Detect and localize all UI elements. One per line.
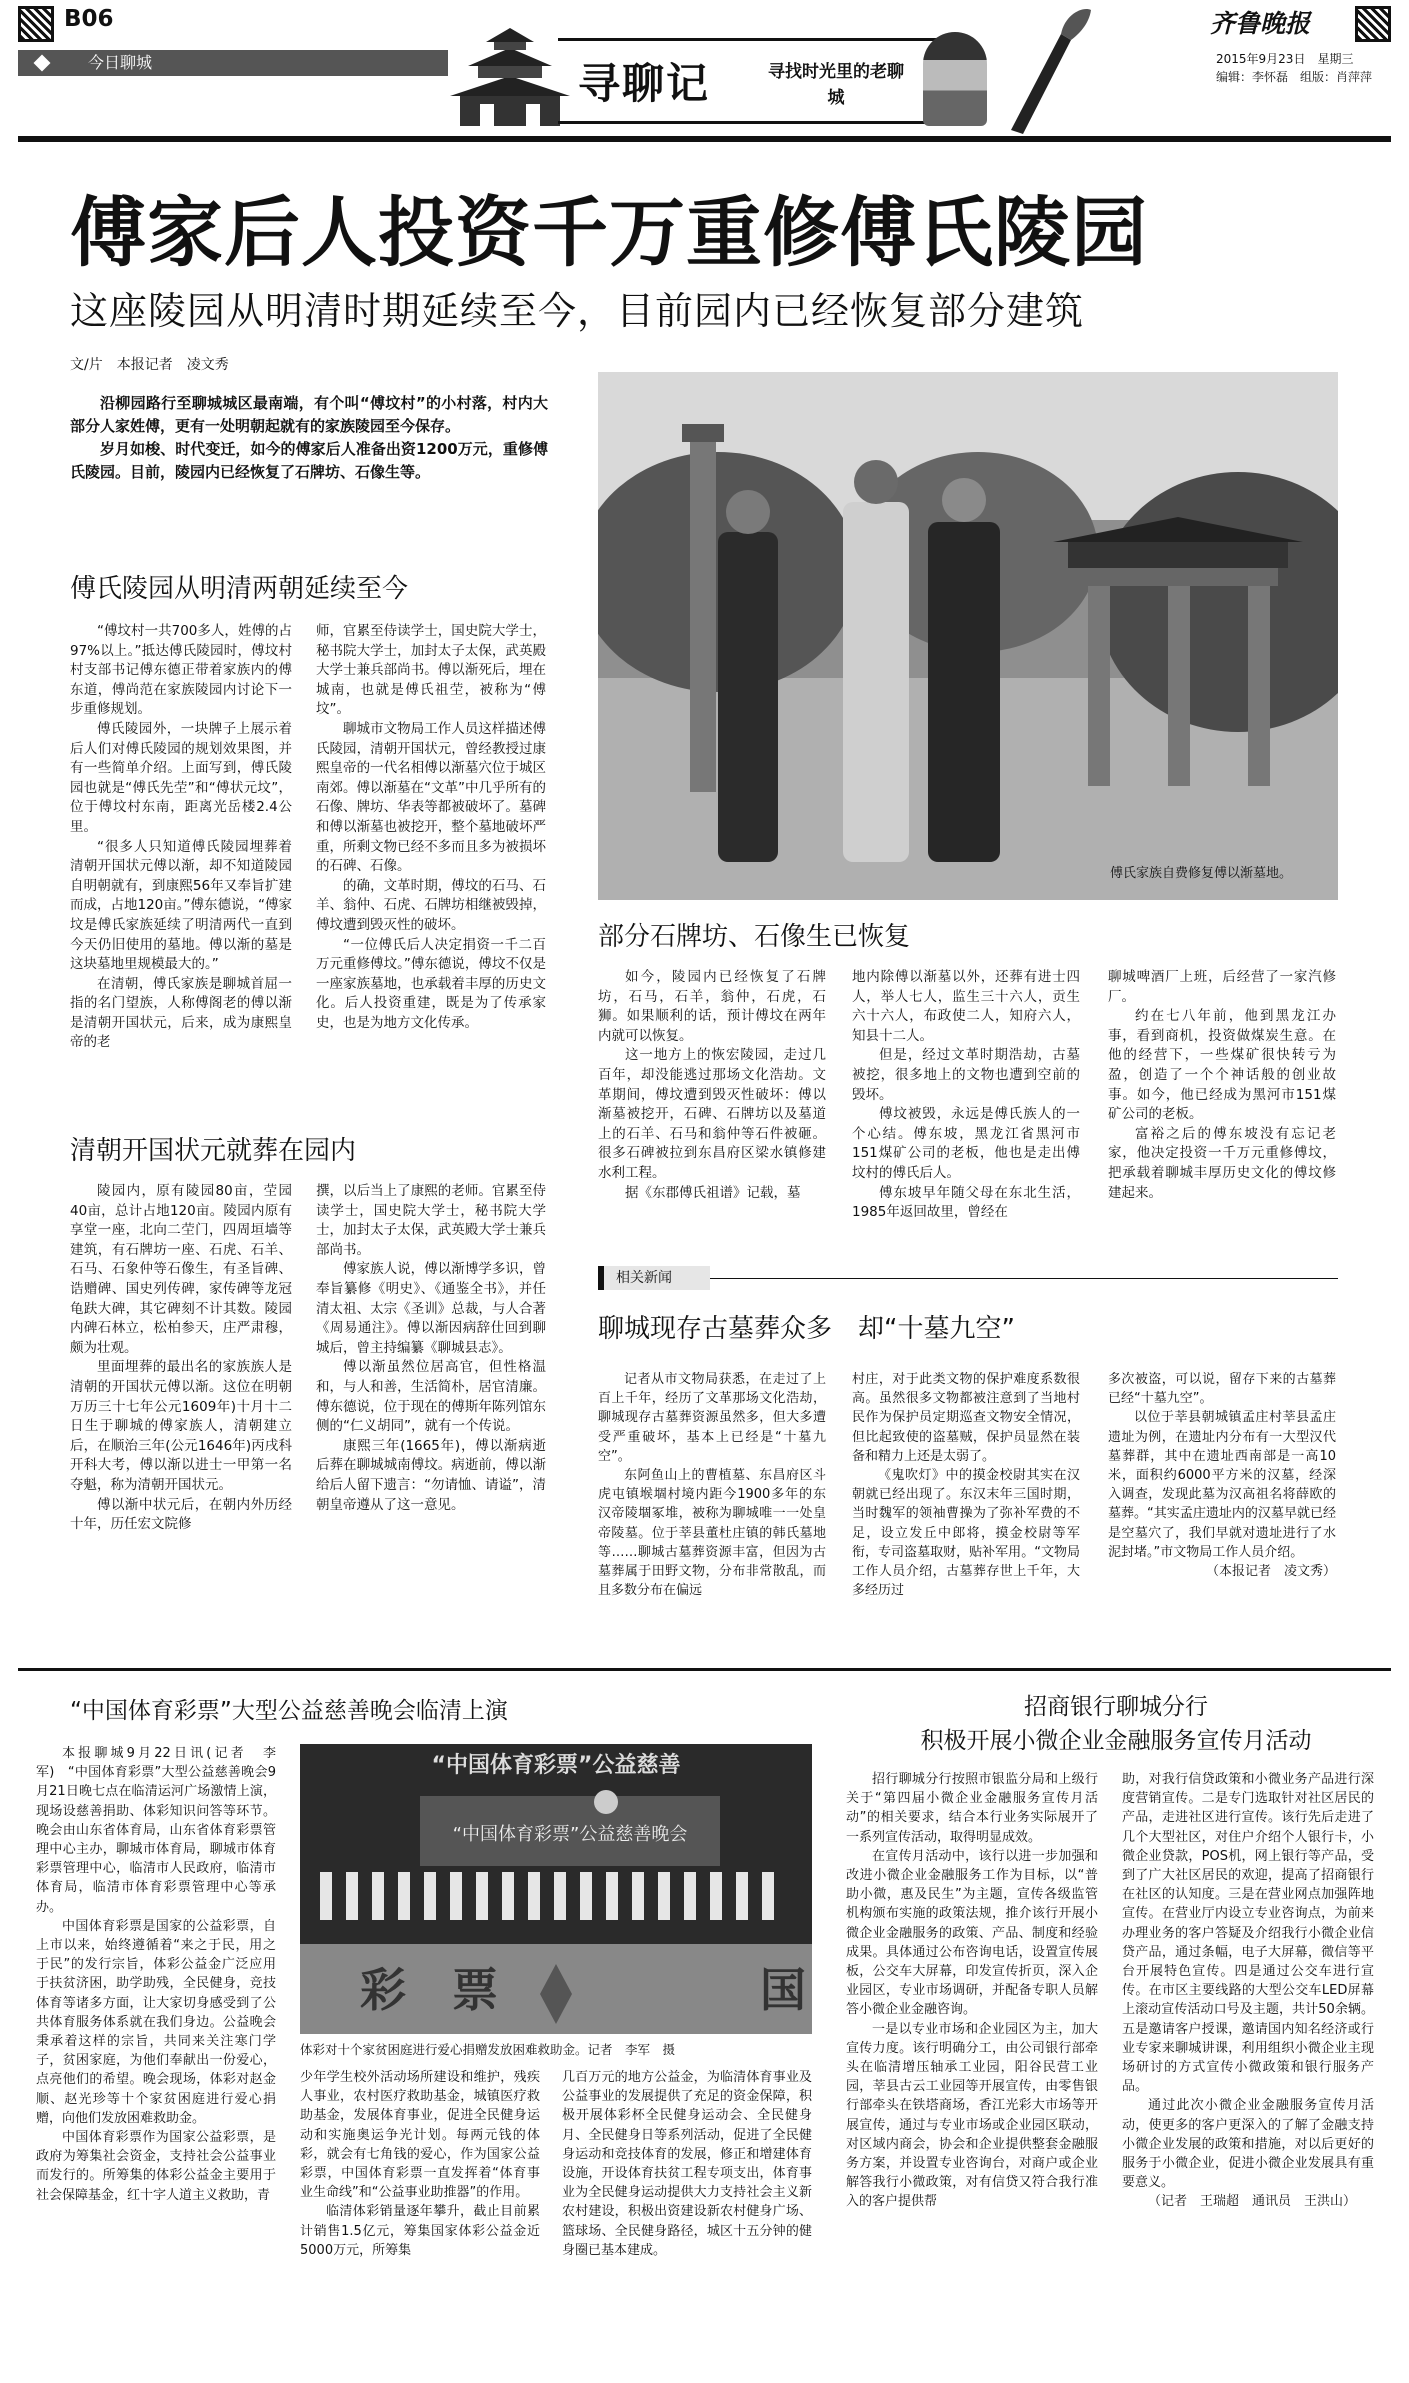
restoration-column-1 [598,968,826,1252]
stage-banner-top: “中国体育彩票”公益慈善 [431,1753,681,1778]
paragraph: 少年学生校外活动场所建设和维护，残疾人事业，农村医疗救助基金，城镇医疗救助基金，发展体育事业，促进全民健身运动和实施奥运争光计划。每两元钱的体彩，就会有七角钱的爱心，作为国家公益彩票，中国体育彩票一直发挥着“体育事业生命线”和“公益事业助推器”的作用。 [300,2070,540,2201]
lottery-column-1 [36,1744,276,2356]
paragraph: 约在七八年前，他到黑龙江办事，看到商机，投资做煤炭生意。在他的经营下，一些煤矿很快转亏为盈，创造了一个个神话般的创业故事。如今，他已经成为黑河市151煤矿公司的老板。 [1108,1008,1336,1123]
paragraph: 中国体育彩票作为国家公益彩票，是政府为筹集社会资金，支持社会公益事业而发行的。所筹集的体彩公益金主要用于社会保障基金，红十字人道主义救助，青 [36,2130,276,2203]
related-column-1 [598,1370,826,1646]
paragraph: 傅家族人说，傅以渐博学多识，曾奉旨纂修《明史》、《通鉴全书》，并任清太祖、太宗《圣训》总裁，与人合著《周易通注》。傅以渐因病辞仕回到聊城后，曾主持编纂《聊城县志》。 [316,1261,546,1356]
paragraph: 招行聊城分行按照市银监分局和上级行关于“第四届小微企业金融服务宣传月活动”的相关要求，结合本行业务实际展开了一系列宣传活动，取得明显成效。 [846,1772,1098,1845]
stage-banner-center: “中国体育彩票”公益慈善晚会 [452,1824,688,1845]
paragraph: 在清朝，傅氏家族是聊城首屈一指的名门望族，人称傅阁老的傅以渐是清朝开国状元，后来，成为康熙皇帝的老 [70,975,292,1051]
paragraph: “一位傅氏后人决定捐资一千二百万元重修傅坟。”傅东德说，傅坟不仅是一座家族墓地，也承载着丰厚的历史文化。后人投资重建，既是为了传承家史，也是为地方文化传承。 [316,936,546,1031]
paragraph: 如今，陵园内已经恢复了石牌坊，石马，石羊，翁仲，石虎，石狮。如果顺利的话，预计傅坟在两年内就可以恢复。 [598,969,826,1044]
editor-credits: 编辑：李怀磊 组版：肖萍萍 [1216,70,1373,84]
sub-headline: 这座陵园从明清时期延续至今，目前园内已经恢复部分建筑 [70,289,1085,333]
lottery-photo-caption: 体彩对十个家贫困庭进行爱心捐赠发放困难救助金。记者 李军 摄 [300,2042,676,2057]
related-column-2 [852,1370,1080,1646]
lottery-column-3 [562,2068,812,2356]
paragraph: 康熙三年(1665年)，傅以渐病逝后葬在聊城城南傅坟。病逝前，傅以渐给后人留下遗言：“勿请恤、请谥”，清朝皇帝遵从了这一意见。 [316,1437,546,1513]
bank-title-line-2: 积极开展小微企业金融服务宣传月活动 [920,1728,1312,1754]
related-news-title: 聊城现存古墓葬众多 却“十墓九空” [598,1314,1015,1344]
dateline: 2015年9月23日 星期三 [1216,52,1354,66]
paragraph: “傅坟村一共700多人，姓傅的占97%以上。”抵达傅氏陵园时，傅坟村村支部书记傅东德正带着家族内的傅东道，傅尚范在家族陵园内讨论下一步重修规划。 [70,623,292,718]
section-heading-zhuangyuan: 清朝开国状元就葬在园内 [70,1136,357,1166]
paragraph: 本报聊城9月22日讯(记者 李军) “中国体育彩票”大型公益慈善晚会9月21日晚七点在临清运河广场激情上演，现场设慈善捐助、体彩知识问答等环节。晚会由山东省体育局，山东省体育彩票管理中心主办，聊城市体育局，聊城市体育彩票管理中心，临清市人民政府，临清市体育局，临清市体育彩票管理中心等承办。 [36,1746,276,1915]
section-label: 今日聊城 [18,50,448,76]
paragraph: 傅坟被毁，永远是傅氏族人的一个心结。傅东坡，黑龙江省黑河市151煤矿公司的老板，他也是走出傅坟村的傅氏后人。 [852,1106,1080,1181]
corner-ornament-icon [18,6,54,42]
paragraph: 师，官累至侍读学士，国史院大学士，秘书院大学士，加封太子太保，武英殿大学士兼兵部尚书。傅以渐死后，埋在城南，也就是傅氏祖茔，被称为“傅坟”。 [316,623,546,718]
related-news-label: 相关新闻 [598,1266,710,1290]
columnist-avatar [923,32,987,126]
paragraph: 通过此次小微企业金融服务宣传月活动，使更多的客户更深入的了解了金融支持小微企业发展的政策和措施，对以后更好的服务于小微企业，促进小微企业发展具有重要意义。 [1122,2098,1374,2191]
lead-paragraph: 岁月如梭、时代变迁，如今的傅家后人准备出资1200万元，重修傅氏陵园。目前，陵园内已经恢复了石牌坊、石像生等。 [70,440,548,481]
paragraph: 记者从市文物局获悉，在走过了上百上千年，经历了文革那场文化浩劫，聊城现存古墓葬资源虽然多，但大多遭受严重破坏，基本上已经是“十墓九空”。 [598,1372,826,1464]
masthead-logo: 齐鲁晚报 [1210,9,1311,38]
paragraph: 但是，经过文革时期浩劫，古墓被挖，很多地上的文物也遭到空前的毁坏。 [852,1047,1080,1103]
gala-stage-photo [300,1744,812,2034]
paragraph: 东阿鱼山上的曹植墓、东昌府区斗虎屯镇堠堌村境内距今1900多年的东汉帝陵堌冢堆，被称为聊城唯一一处皇帝陵墓。位于莘县董杜庄镇的韩氏墓地等……聊城古墓葬资源丰富，但因为古墓葬属于田野文物，分布非常散乱，而且多数分布在偏远 [598,1468,826,1599]
paragraph: （本报记者 凌文秀） [1205,1564,1336,1580]
paragraph: 傅氏陵园外，一块牌子上展示着后人们对傅氏陵园的规划效果图，并有一些简单介绍。上面写到，傅氏陵园也就是“傅氏先茔”和“傅状元坟”，位于傅坟村东南，距离光岳楼2.4公里。 [70,720,292,835]
paragraph: 傅以渐虽然位居高官，但性格温和，与人和善，生活简朴，居官清廉。傅东德说，位于现在的傅斯年陈列馆东侧的“仁义胡同”，就有一个传说。 [316,1359,546,1435]
zhuangyuan-column-1 [70,1182,292,1650]
corner-ornament-icon [1355,6,1391,42]
divider [18,1668,1391,1671]
lottery-column-2 [300,2068,540,2356]
paragraph: 以位于莘县朝城镇孟庄村莘县孟庄遗址为例，在遗址内分布有一大型汉代墓葬群，其中在遗址西南部是一高10米，面积约6000平方米的汉墓，经深入调查，发现此墓为汉高祖名将薛欧的墓葬。“其实孟庄遗址内的汉墓早就已经是空墓穴了，我们早就对遗址进行了水泥封堵。”市文物局工作人员介绍。 [1108,1410,1336,1560]
history-column-1 [70,622,292,1110]
paragraph: “很多人只知道傅氏陵园埋葬着清朝开国状元傅以渐，却不知道陵园自明朝就有，到康熙56年又奉旨扩建而成，占地120亩。”傅东德说，“傅家坟是傅氏家族延续了明清两代一直到今天仍旧使用的墓地。傅以渐的墓是这块墓地里规模最大的。” [70,838,292,973]
bank-column-2 [1122,1770,1374,2358]
paragraph: 聊城啤酒厂上班，后经营了一家汽修厂。 [1108,969,1336,1005]
paragraph: 几百万元的地方公益金，为临清体育事业及公益事业的发展提供了充足的资金保障，积极开展体彩杯全民健身运动会、全民健身月、全民健身日等系列活动，促进了全民健身运动和竞技体育的发展，修正和增建体育设施，开设体育扶贫工程专项支出，体育事业为全民健身运动提供大力支持社会主义新农村建设，积极出资建设新农村健身广场、篮球场、全民健身路径，城区十五分钟的健身圈已基本建成。 [562,2070,812,2258]
paragraph: 临清体彩销量逐年攀升，截止目前累计销售1.5亿元，筹集国家体彩公益金近5000万元，所筹集 [300,2204,540,2258]
restoration-column-2 [852,968,1080,1252]
column-subtitle: 寻找时光里的老聊城 [768,62,904,108]
paragraph: 一是以专业市场和企业园区为主，加大宣传力度。该行明确分工，由公司银行部牵头在临清增压轴承工业园，阳谷民营工业园，莘县古云工业园等开展宣传，由零售银行部牵头在铁塔商场，香江光彩大市场等开展宣传，通过与专业市场或企业园区联动，对区域内商会，协会和企业提供整套金融服务方案，并设置专业咨询台，对商户或企业解答我行小微政策，对有信贷又符合我行准入的客户提供帮 [846,2021,1098,2210]
paragraph: 多次被盗，可以说，留存下来的古墓葬已经“十墓九空”。 [1108,1372,1336,1407]
photo-scene [598,372,1338,900]
byline: 文/片 本报记者 凌文秀 [70,357,229,373]
paragraph: 助，对我行信贷政策和小微业务产品进行深度营销宣传。二是专门选取针对社区居民的产品，走进社区进行宣传。该行先后走进了几个大型社区，对住户介绍个人银行卡，小微企业贷款，POS机，网上银行等产品，受到了广大社区居民的欢迎，提高了招商银行在社区的认知度。三是在营业网点加强阵地宣传。在营业厅内设立专业咨询点，为前来办理业务的客户答疑及介绍我行小微企业信贷产品，通过条幅，电子大屏幕，微信等平台开展特色宣传。四是通过公交车进行宣传。在市区主要线路的大型公交车LED屏幕上滚动宣传活动口号及主题，共计50余辆。五是邀请客户授课，邀请国内知名经济或行业专家来聊城讲课，利用组织小微企业主现场研讨的方式宣传小微政策和银行服务产品。 [1122,1772,1374,2095]
section-heading-restoration: 部分石牌坊、石像生已恢复 [598,922,911,952]
divider [710,1278,1338,1279]
paragraph: 陵园内，原有陵园80亩，茔园40亩，总计占地120亩。陵园内原有享堂一座，北向二茔门，四周垣墙等建筑，有石牌坊一座、石虎、石羊、石马、石象仲等石像生，有圣旨碑、诰赠碑、国史列传碑，家传碑等龙冠龟趺大碑，其它碑刻不计其数。陵园内碑石林立，松柏参天，庄严肃穆，颇为壮观。 [70,1183,292,1356]
bank-title-line-1: 招商银行聊城分行 [1024,1694,1208,1720]
restoration-column-3 [1108,968,1336,1252]
paragraph: 在宣传月活动中，该行以进一步加强和改进小微企业金融服务工作为目标，以“普助小微，惠及民生”为主题，宣传各级监管机构颁布实施的政策法规，推介该行开展小微企业金融服务的政策、产品、制度和经验成果。具体通过公布咨询电话，设置宣传展板，公交车大屏幕，印发宣传折页，深入企业园区，专业市场调研，并配备专职人员解答小微企业金融咨询。 [846,1848,1098,2018]
stage-banner-bottom-right: 国 [760,1963,806,2017]
page-number: B06 [64,6,114,32]
paragraph: 《鬼吹灯》中的摸金校尉其实在汉朝就已经出现了。东汉末年三国时期，当时魏军的领袖曹操为了弥补军费的不足，设立发丘中郎将，摸金校尉等军衔，专司盗墓取财，贴补军用。“文物局工作人员介绍，古墓葬存世上千年，大多经历过 [852,1468,1080,1599]
paragraph: （记者 王瑞超 通讯员 王洪山） [1148,2194,1357,2210]
paragraph: 富裕之后的傅东坡没有忘记老家，他决定投资一千万元重修傅坟，把承载着聊城丰厚历史文化的傅坟修建起来。 [1108,1125,1336,1201]
paragraph: 傅东坡早年随父母在东北生活，1985年返回故里，曾经在 [852,1184,1080,1221]
paragraph: 撰，以后当上了康熙的老师。官累至侍读学士，国史院大学士，秘书院大学士，加封太子太保，武英殿大学士兼兵部尚书。 [316,1183,546,1258]
paragraph: 的确，文革时期，傅坟的石马、石羊、翁仲、石虎、石牌坊相继被毁掉，傅坟遭到毁灭性的破坏。 [316,877,546,933]
paragraph: 中国体育彩票是国家的公益彩票，自上市以来，始终遵循着“来之于民，用之于民”的发行宗旨，体彩公益金广泛应用于扶贫济困，助学助残，全民健身，竞技体育等诸多方面，让大家切身感受到了公共体育服务体系就在我们身边。公益晚会秉承着这样的宗旨，共同来关注寒门学子，贫困家庭，为他们奉献出一份爱心，点亮他们的希望。晚会现场，体彩对赵金顺、赵光珍等十个家贫困庭进行爱心捐赠，向他们发放困难救助金。 [36,1918,276,2126]
column-title: 寻聊记 [578,59,711,108]
lead-paragraph: 沿柳园路行至聊城城区最南端，有个叫“傅坟村”的小村落，村内大部分人家姓傅，更有一处明朝起就有的家族陵园至今保存。 [70,394,548,435]
section-heading-history: 傅氏陵园从明清两朝延续至今 [70,574,409,604]
main-photo-caption: 傅氏家族自费修复傅以渐墓地。 [1110,866,1293,881]
paragraph: 聊城市文物局工作人员这样描述傅氏陵园，清朝开国状元，曾经教授过康熙皇帝的一代名相傅以渐墓穴位于城区南郊。傅以渐墓在“文革”中几乎所有的石像、牌坊、华表等都被破坏了。墓碑和傅以渐墓也被挖开，整个墓地破坏严重，所剩文物已经不多而且多为被损坏的石碑、石像。 [316,720,546,875]
history-column-2 [316,622,546,1110]
lottery-title: “中国体育彩票”大型公益慈善晚会临清上演 [70,1698,508,1724]
brush-pen-icon [1003,4,1093,136]
cemetery-photo [598,372,1338,900]
paragraph: 里面埋葬的最出名的家族族人是清朝的开国状元傅以渐。这位在明朝万历三十七年公元1609年)十月十二日生于聊城的傅家族人，清朝建立后，在顺治三年(公元1646年)丙戌科开科大考，傅以渐以进士一甲第一名夺魁，称为清朝开国状元。 [70,1359,292,1493]
paragraph: 村庄，对于此类文物的保护难度系数很高。虽然很多文物都被注意到了当地村民作为保护员定期巡查文物安全情况，但比起致使的盗墓贼，保护员显然在装备和精力上还是太弱了。 [852,1372,1080,1464]
lead-paragraphs [70,392,548,484]
bank-column-1 [846,1770,1098,2358]
paragraph: 这一地方上的恢宏陵园，走过几百年，却没能逃过那场文化浩劫。文革期间，傅坟遭到毁灭性破坏：傅以渐墓被挖开，石碑、石牌坊以及墓道上的石羊、石马和翁仲等石件被砸。很多石碑被拉到东昌府区梁水镇修建水利工程。 [598,1047,826,1181]
paragraph: 傅以渐中状元后，在朝内外历经十年，历任宏文院修 [70,1496,292,1533]
pagoda-tower-icon [450,26,570,130]
paragraph: 据《东郡傅氏祖谱》记载，墓 [625,1184,801,1201]
photo-scene [300,1744,812,2034]
column-banner [558,38,958,124]
zhuangyuan-column-2 [316,1182,546,1650]
main-headline: 傅家后人投资千万重修傅氏陵园 [70,188,1148,277]
related-column-3 [1108,1370,1336,1646]
stage-banner-bottom-left: 彩 票 [360,1963,498,2017]
paragraph: 地内除傅以渐墓以外，还葬有进士四人，举人七人，监生三十六人，贡生六十六人，布政使二人，知府六人，知县十二人。 [852,969,1080,1044]
page-header [18,0,1391,142]
